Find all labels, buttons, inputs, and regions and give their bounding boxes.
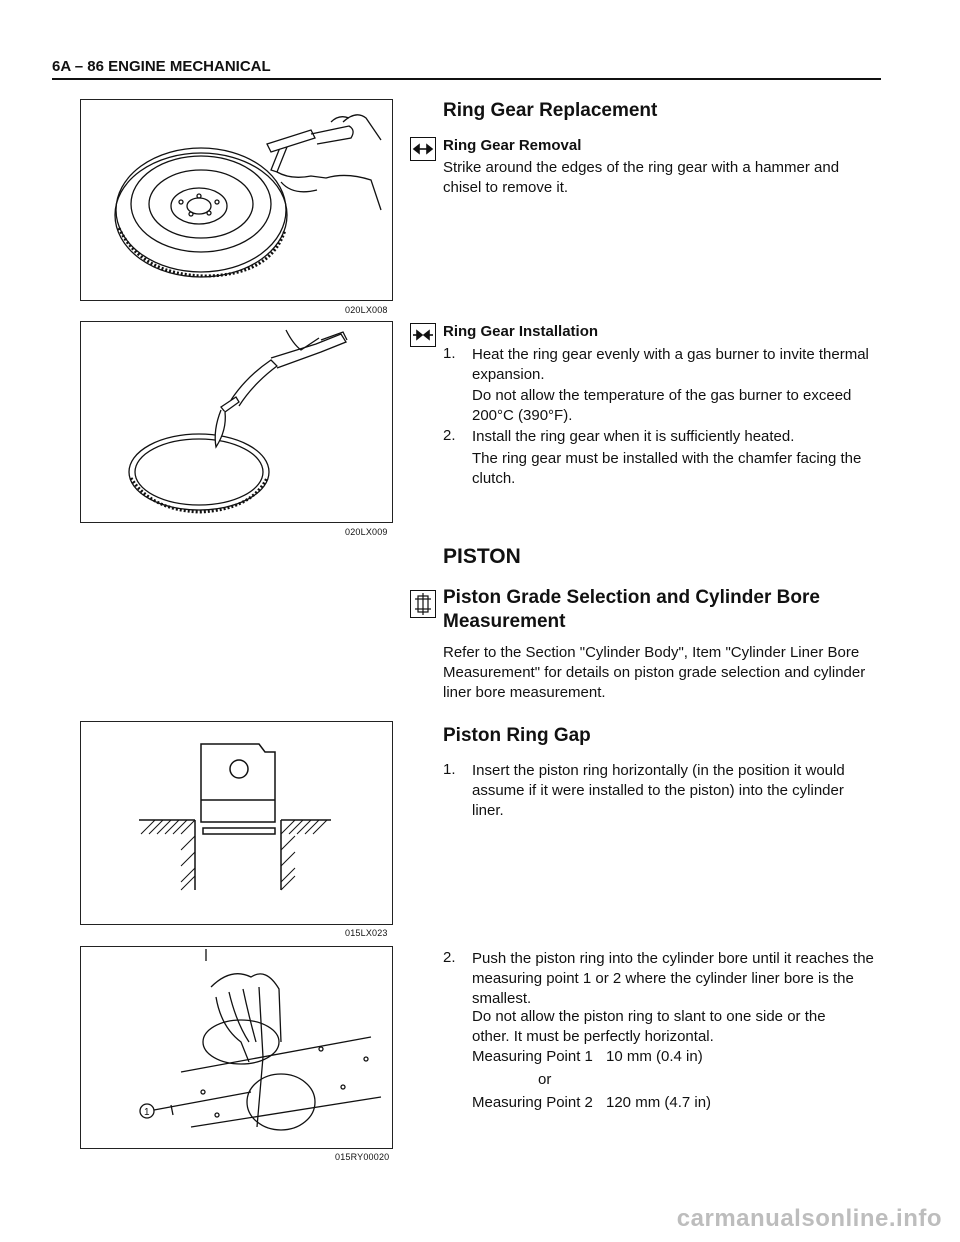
watermark: carmanualsonline.info — [676, 1205, 942, 1232]
measure-label-1: Measuring Point 1 — [472, 1048, 593, 1065]
step-number: 2. — [443, 949, 456, 966]
figure-code: 020LX009 — [345, 527, 388, 537]
figure-code: 015RY00020 — [335, 1152, 390, 1162]
figure-push-piston-ring — [80, 946, 393, 1149]
install-step-2-note: The ring gear must be installed with the chamfer facing the clutch. — [472, 450, 862, 487]
section-title-ring-gear: Ring Gear Replacement — [443, 100, 658, 121]
section-title-piston: PISTON — [443, 545, 521, 568]
measure-value-2: 120 mm (4.7 in) — [606, 1094, 712, 1111]
measurement-symbol — [410, 590, 436, 618]
gap-step-2: Push the piston ring into the cylinder bore until it reaches the measuring point 1 or 2 where the cylinder liner bore is the smallest. — [472, 950, 874, 1007]
remove-arrows-icon — [411, 138, 435, 160]
figure-code: 020LX008 — [345, 305, 388, 315]
installation-title: Ring Gear Installation — [443, 323, 599, 340]
ring-push-illustration — [81, 947, 392, 1148]
figure-code: 015LX023 — [345, 928, 388, 938]
measure-gauge-icon — [411, 591, 435, 617]
step-number: 1. — [443, 761, 456, 778]
step-number: 1. — [443, 345, 456, 362]
step-number: 2. — [443, 427, 456, 444]
page-header: 6A – 86 ENGINE MECHANICAL — [52, 58, 271, 75]
measure-or: or — [538, 1071, 552, 1088]
install-step-2: Install the ring gear when it is sufficiently heated. — [472, 428, 795, 445]
header-rule — [52, 78, 881, 80]
grade-selection-title: Piston Grade Selection and Cylinder Bore Measurement — [443, 587, 820, 632]
figure-ring-gear-installation — [80, 321, 393, 523]
figure-ring-gear-removal — [80, 99, 393, 301]
removal-title: Ring Gear Removal — [443, 137, 582, 154]
ring-gear-burner-illustration — [81, 322, 392, 522]
flywheel-hammer-illustration — [81, 100, 392, 300]
gap-step-1: Insert the piston ring horizontally (in the position it would assume if it were installed to the piston) into the cylinder liner. — [472, 762, 845, 819]
install-step-1-note: Do not allow the temperature of the gas burner to exceed 200°C (390°F). — [472, 387, 852, 424]
install-arrows-icon — [411, 324, 435, 346]
grade-selection-text: Refer to the Section "Cylinder Body", Item "Cylinder Liner Bore Measurement" for details on piston grade selection and cylinder liner bore measurement. — [443, 644, 866, 701]
removal-text: Strike around the edges of the ring gear with a hammer and chisel to remove it. — [443, 159, 840, 196]
install-step-1: Heat the ring gear evenly with a gas burner to invite thermal expansion. — [472, 346, 869, 383]
figure-piston-ring-gap — [80, 721, 393, 925]
installation-symbol — [410, 323, 436, 347]
removal-symbol — [410, 137, 436, 161]
measure-value-1: 10 mm (0.4 in) — [606, 1048, 703, 1065]
measure-label-2: Measuring Point 2 — [472, 1094, 593, 1111]
gap-step-2-note: Do not allow the piston ring to slant to one side or the other. It must be perfectly horizontal. — [472, 1008, 826, 1045]
piston-cylinder-illustration — [81, 722, 392, 924]
piston-ring-gap-title: Piston Ring Gap — [443, 725, 591, 746]
measuring-point-callout: 1 — [144, 1107, 150, 1118]
